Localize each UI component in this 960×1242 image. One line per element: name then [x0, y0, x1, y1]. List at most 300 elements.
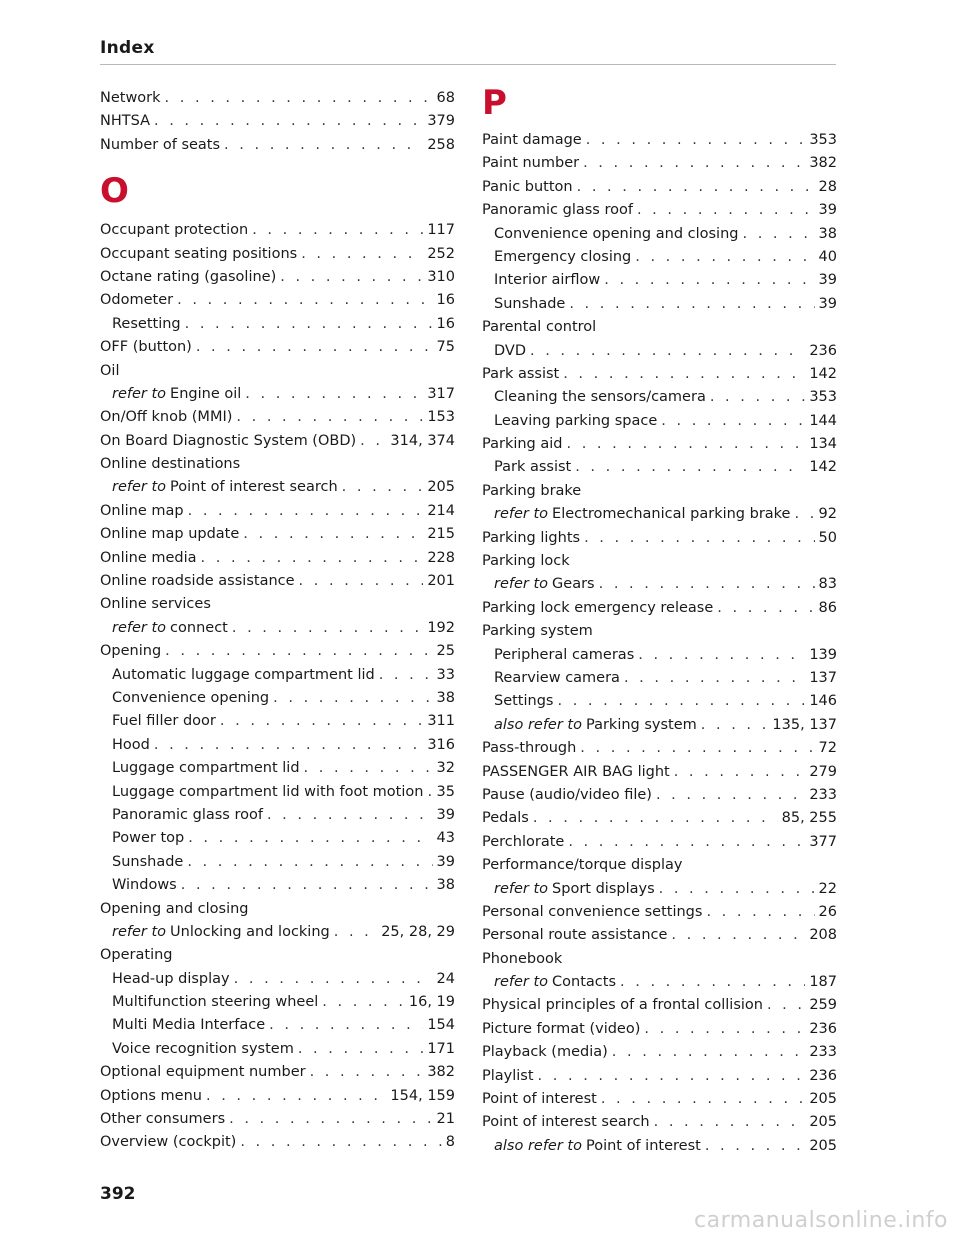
index-entry[interactable]: [482, 572, 837, 595]
index-term: Options menu: [100, 1087, 202, 1104]
index-entry[interactable]: [100, 733, 455, 756]
index-term: On/Off knob (MMI): [100, 409, 233, 426]
page-reference[interactable]: 142: [809, 459, 837, 476]
page-reference[interactable]: 135, 137: [772, 716, 837, 733]
index-entry[interactable]: [482, 1110, 837, 1133]
index-entry: [100, 359, 455, 382]
index-term: Voice recognition system: [112, 1040, 294, 1057]
dot-leader: [659, 877, 815, 901]
page-reference[interactable]: 314, 374: [390, 432, 455, 449]
page-reference[interactable]: 153: [427, 409, 455, 426]
index-entry[interactable]: [100, 920, 455, 943]
dot-leader: [165, 86, 433, 110]
dot-leader: [620, 970, 805, 994]
page-reference[interactable]: 144: [809, 412, 837, 429]
page-reference[interactable]: 38: [436, 689, 455, 706]
page-reference[interactable]: 236: [809, 342, 837, 359]
dot-leader: [154, 109, 423, 133]
page-reference[interactable]: 236: [809, 1067, 837, 1084]
page-reference[interactable]: 68: [436, 90, 455, 106]
index-entry[interactable]: [100, 850, 455, 873]
dot-leader: [577, 175, 815, 199]
index-entry[interactable]: [482, 175, 837, 198]
page-reference[interactable]: 187: [809, 974, 837, 991]
index-entry[interactable]: [482, 783, 837, 806]
dot-leader: [557, 689, 805, 713]
watermark: carmanualsonline.info: [694, 1208, 948, 1233]
page-reference[interactable]: 252: [427, 245, 455, 262]
dot-leader: [181, 873, 433, 897]
page-reference[interactable]: 33: [436, 666, 455, 683]
page-reference[interactable]: 201: [427, 573, 455, 590]
page-reference[interactable]: 26: [818, 903, 837, 920]
index-term: Paint number: [482, 155, 580, 172]
page-reference[interactable]: 205: [809, 1137, 837, 1154]
dot-leader: [360, 429, 386, 453]
page-reference[interactable]: 22: [818, 880, 837, 897]
index-term: Paint damage: [482, 132, 582, 148]
index-term: Point of interest search: [482, 1114, 650, 1131]
index-term: Playlist: [482, 1067, 534, 1084]
dot-leader: [710, 385, 805, 409]
index-term: Parking aid: [482, 436, 563, 453]
index-term: Multifunction steering wheel: [112, 994, 319, 1011]
index-entry[interactable]: [482, 502, 837, 525]
page-reference[interactable]: 233: [809, 786, 837, 803]
index-entry[interactable]: [100, 475, 455, 498]
index-term: Rearview camera: [494, 669, 620, 686]
page-reference[interactable]: 353: [809, 132, 837, 148]
index-entry[interactable]: [482, 760, 837, 783]
index-entry[interactable]: [482, 432, 837, 455]
index-term: Online roadside assistance: [100, 573, 295, 590]
index-entry[interactable]: [482, 362, 837, 385]
index-entry[interactable]: [100, 616, 455, 639]
index-term: Odometer: [100, 292, 174, 309]
page-reference[interactable]: 40: [818, 248, 837, 265]
index-entry[interactable]: [482, 385, 837, 408]
dot-leader: [280, 265, 423, 289]
index-term: Panoramic glass roof: [482, 202, 633, 219]
page-reference[interactable]: 25: [436, 643, 455, 660]
page-reference[interactable]: 316: [427, 736, 455, 753]
dot-leader: [224, 133, 423, 157]
dot-leader: [304, 756, 433, 780]
page-reference[interactable]: 154: [427, 1017, 455, 1034]
index-term: Interior airflow: [494, 272, 601, 289]
index-term: Sunshade: [112, 853, 184, 870]
dot-leader: [624, 666, 805, 690]
index-term: Electromechanical parking brake: [552, 506, 791, 523]
dot-leader: [706, 900, 814, 924]
page-reference[interactable]: 236: [809, 1020, 837, 1037]
index-term: Opening and closing: [100, 900, 249, 917]
index-entry[interactable]: [100, 546, 455, 569]
cross-reference-label: refer to: [112, 923, 167, 940]
page-reference[interactable]: 83: [818, 576, 837, 593]
index-term: Occupant protection: [100, 222, 249, 239]
index-term: Opening: [100, 643, 162, 660]
page-reference[interactable]: 214: [427, 502, 455, 519]
index-entry[interactable]: [100, 242, 455, 265]
page-reference[interactable]: 16: [436, 292, 455, 309]
index-entry: [100, 943, 455, 966]
index-entry[interactable]: [482, 409, 837, 432]
page-reference[interactable]: 311: [427, 713, 455, 730]
index-entry[interactable]: [100, 873, 455, 896]
index-entry[interactable]: [100, 569, 455, 592]
page-reference[interactable]: 192: [427, 619, 455, 636]
page-number: 392: [100, 1184, 136, 1204]
index-term: DVD: [494, 342, 526, 359]
index-term: Parental control: [482, 319, 597, 336]
dot-leader: [586, 128, 806, 152]
dot-leader: [742, 222, 814, 246]
index-term: Cleaning the sensors/camera: [494, 389, 706, 406]
index-entry[interactable]: [482, 877, 837, 900]
index-entry[interactable]: [100, 990, 455, 1013]
index-term: Parking lock: [482, 553, 570, 570]
page-reference[interactable]: 8: [445, 1134, 455, 1151]
index-term: Multi Media Interface: [112, 1017, 266, 1034]
index-entry[interactable]: [482, 830, 837, 853]
index-entry[interactable]: [482, 198, 837, 221]
index-term: Hood: [112, 736, 150, 753]
index-term: NHTSA: [100, 113, 150, 130]
index-term: Network: [100, 90, 161, 106]
index-entry[interactable]: [482, 151, 837, 174]
index-entry[interactable]: [100, 133, 455, 156]
dot-leader: [584, 526, 814, 550]
index-term: Octane rating (gasoline): [100, 268, 277, 285]
index-entry[interactable]: [100, 1013, 455, 1036]
dot-leader: [232, 616, 423, 640]
dot-leader: [671, 923, 805, 947]
cross-reference-label: also refer to: [494, 1137, 582, 1154]
index-term: Perchlorate: [482, 833, 565, 850]
cross-reference-label: refer to: [494, 576, 549, 593]
index-term: Number of seats: [100, 136, 221, 153]
page-reference[interactable]: 208: [809, 927, 837, 944]
dot-leader: [563, 362, 805, 386]
index-term: Contacts: [552, 974, 617, 991]
page-reference[interactable]: 38: [436, 877, 455, 894]
page-reference[interactable]: 379: [427, 113, 455, 130]
page-reference[interactable]: 75: [436, 339, 455, 356]
dot-leader: [188, 499, 424, 523]
dot-leader: [604, 268, 814, 292]
index-entry[interactable]: [482, 1017, 837, 1040]
dot-leader: [717, 596, 814, 620]
index-entry[interactable]: [482, 222, 837, 245]
index-entry[interactable]: [482, 900, 837, 923]
index-entry[interactable]: [482, 245, 837, 268]
page-reference[interactable]: 205: [427, 479, 455, 496]
page-reference[interactable]: 86: [818, 599, 837, 616]
page-reference[interactable]: 382: [427, 1064, 455, 1081]
page-reference[interactable]: 50: [818, 529, 837, 546]
index-entry[interactable]: [100, 967, 455, 990]
index-entry[interactable]: [482, 128, 837, 151]
index-term: Point of interest search: [170, 479, 338, 496]
page-reference[interactable]: 139: [809, 646, 837, 663]
index-entry[interactable]: [100, 1037, 455, 1060]
index-entry[interactable]: [482, 970, 837, 993]
index-term: OFF (button): [100, 339, 192, 356]
index-entry[interactable]: [482, 923, 837, 946]
index-entry[interactable]: [100, 522, 455, 545]
index-term: Online services: [100, 596, 211, 613]
index-entry[interactable]: [482, 1040, 837, 1063]
dot-leader: [674, 760, 806, 784]
index-term: Online map: [100, 502, 184, 519]
index-term: Pause (audio/video file): [482, 786, 652, 803]
index-entry[interactable]: [100, 265, 455, 288]
index-entry[interactable]: [100, 1084, 455, 1107]
page-reference[interactable]: 353: [809, 389, 837, 406]
index-term: Pass-through: [482, 740, 577, 757]
index-entry[interactable]: [100, 429, 455, 452]
cross-reference-label: refer to: [112, 619, 167, 636]
index-entry[interactable]: [482, 1064, 837, 1087]
index-entry[interactable]: [100, 86, 455, 109]
index-entry[interactable]: [100, 382, 455, 405]
section-letter: P: [482, 83, 507, 123]
dot-leader: [568, 830, 805, 854]
page-reference[interactable]: 142: [809, 365, 837, 382]
index-entry[interactable]: [482, 268, 837, 291]
index-entry[interactable]: [482, 643, 837, 666]
dot-leader: [187, 850, 432, 874]
dot-leader: [538, 1064, 806, 1088]
index-entry[interactable]: [100, 803, 455, 826]
page-reference[interactable]: 32: [436, 760, 455, 777]
dot-leader: [705, 1134, 806, 1158]
page-reference[interactable]: 310: [427, 268, 455, 285]
page-reference[interactable]: 72: [818, 740, 837, 757]
index-term: Online map update: [100, 526, 240, 543]
index-entry[interactable]: [482, 736, 837, 759]
index-entry[interactable]: [100, 405, 455, 428]
index-term: Oil: [100, 362, 120, 379]
dot-leader: [637, 198, 815, 222]
dot-leader: [269, 1013, 423, 1037]
index-term: Power top: [112, 830, 185, 847]
index-entry[interactable]: [482, 993, 837, 1016]
index-entry[interactable]: [100, 312, 455, 335]
index-entry: [482, 315, 837, 338]
dot-leader: [635, 245, 814, 269]
index-term: Point of interest: [585, 1137, 701, 1154]
index-term: Park assist: [494, 459, 572, 476]
dot-leader: [656, 783, 805, 807]
page-reference[interactable]: 39: [818, 202, 837, 219]
cross-reference-label: refer to: [494, 506, 549, 523]
page-reference[interactable]: 16: [436, 315, 455, 332]
index-term: Panic button: [482, 178, 573, 195]
dot-leader: [654, 1110, 806, 1134]
page-reference[interactable]: 85, 255: [781, 810, 837, 827]
index-term: Occupant seating positions: [100, 245, 298, 262]
header-divider: [100, 64, 836, 65]
dot-leader: [154, 733, 423, 757]
dot-leader: [575, 455, 805, 479]
page-reference[interactable]: 24: [436, 970, 455, 987]
page-reference[interactable]: 25, 28, 29: [381, 923, 455, 940]
dot-leader: [580, 736, 814, 760]
index-term: connect: [170, 619, 228, 636]
dot-leader: [229, 1107, 432, 1131]
index-entry[interactable]: [100, 709, 455, 732]
page-reference[interactable]: 279: [809, 763, 837, 780]
index-entry[interactable]: [100, 663, 455, 686]
dot-leader: [245, 382, 423, 406]
index-entry[interactable]: [482, 339, 837, 362]
index-term: Park assist: [482, 365, 560, 382]
page-reference[interactable]: 259: [809, 997, 837, 1014]
index-entry[interactable]: [482, 689, 837, 712]
index-entry[interactable]: [482, 526, 837, 549]
index-entry[interactable]: [100, 499, 455, 522]
page-reference[interactable]: 377: [809, 833, 837, 850]
dot-leader: [379, 663, 433, 687]
index-entry[interactable]: [100, 826, 455, 849]
index-entry[interactable]: [100, 686, 455, 709]
page-reference[interactable]: 39: [818, 272, 837, 289]
index-entry[interactable]: [482, 1087, 837, 1110]
page-reference[interactable]: 382: [809, 155, 837, 172]
cross-reference-label: refer to: [494, 974, 549, 991]
cross-reference-label: also refer to: [494, 716, 582, 733]
dot-leader: [767, 993, 805, 1017]
index-term: Sunshade: [494, 295, 566, 312]
page-reference[interactable]: 39: [436, 806, 455, 823]
dot-leader: [334, 920, 377, 944]
dot-leader: [601, 1087, 805, 1111]
page-reference[interactable]: 38: [818, 225, 837, 242]
index-column-right: [482, 83, 837, 1157]
dot-leader: [234, 967, 433, 991]
page-reference[interactable]: 258: [427, 136, 455, 153]
index-term: Unlocking and locking: [170, 923, 330, 940]
index-entry[interactable]: [100, 335, 455, 358]
index-entry[interactable]: [482, 713, 837, 736]
dot-leader: [240, 1130, 441, 1154]
dot-leader: [661, 409, 805, 433]
page-reference[interactable]: 205: [809, 1091, 837, 1108]
index-term: Personal route assistance: [482, 927, 668, 944]
index-entry[interactable]: [482, 666, 837, 689]
index-entry[interactable]: [100, 288, 455, 311]
dot-leader: [299, 569, 424, 593]
index-column-left: [100, 86, 455, 1154]
dot-leader: [273, 686, 432, 710]
dot-leader: [427, 780, 432, 804]
page-reference[interactable]: 28: [818, 178, 837, 195]
page-reference[interactable]: 215: [427, 526, 455, 543]
index-entry[interactable]: [100, 756, 455, 779]
index-term: Physical principles of a frontal collision: [482, 997, 763, 1014]
index-term: On Board Diagnostic System (OBD): [100, 432, 357, 449]
index-term: Gears: [552, 576, 595, 593]
page-reference[interactable]: 39: [436, 853, 455, 870]
page-reference[interactable]: 171: [427, 1040, 455, 1057]
dot-leader: [196, 335, 433, 359]
index-entry[interactable]: [100, 780, 455, 803]
dot-leader: [177, 288, 432, 312]
dot-leader: [188, 826, 432, 850]
dot-leader: [252, 218, 423, 242]
index-entry[interactable]: [482, 806, 837, 829]
page-reference[interactable]: 39: [818, 295, 837, 312]
page-reference[interactable]: 16, 19: [408, 994, 455, 1011]
index-term: Operating: [100, 947, 173, 964]
dot-leader: [301, 242, 423, 266]
index-term: PASSENGER AIR BAG light: [482, 763, 670, 780]
index-term: Luggage compartment lid: [112, 760, 300, 777]
index-entry[interactable]: [482, 292, 837, 315]
page-reference[interactable]: 117: [427, 222, 455, 239]
index-entry[interactable]: [100, 1060, 455, 1083]
dot-leader: [530, 339, 805, 363]
index-term: Picture format (video): [482, 1020, 641, 1037]
index-entry: [100, 592, 455, 615]
index-term: Sport displays: [552, 880, 655, 897]
dot-leader: [638, 643, 805, 667]
page-reference[interactable]: 228: [427, 549, 455, 566]
dot-leader: [644, 1017, 805, 1041]
index-term: Point of interest: [482, 1091, 597, 1108]
index-entry[interactable]: [482, 1134, 837, 1157]
dot-leader: [267, 803, 433, 827]
index-entry[interactable]: [482, 455, 837, 478]
index-term: Panoramic glass roof: [112, 806, 263, 823]
index-term: Convenience opening and closing: [494, 225, 739, 242]
dot-leader: [612, 1040, 806, 1064]
cross-reference-label: refer to: [494, 880, 549, 897]
index-term: Parking system: [585, 716, 697, 733]
index-term: Optional equipment number: [100, 1064, 306, 1081]
page-reference[interactable]: 205: [809, 1114, 837, 1131]
page-reference[interactable]: 35: [436, 783, 455, 800]
index-term: Head-up display: [112, 970, 230, 987]
page-reference[interactable]: 137: [809, 669, 837, 686]
index-term: Performance/torque display: [482, 857, 683, 874]
index-entry[interactable]: [100, 109, 455, 132]
index-term: Overview (cockpit): [100, 1134, 237, 1151]
dot-leader: [298, 1037, 423, 1061]
index-term: Convenience opening: [112, 689, 270, 706]
cross-reference-label: refer to: [112, 479, 167, 496]
index-term: Parking lock emergency release: [482, 599, 714, 616]
page-reference[interactable]: 43: [436, 830, 455, 847]
page-reference[interactable]: 154, 159: [390, 1087, 455, 1104]
index-term: Pedals: [482, 810, 529, 827]
index-entry: [482, 549, 837, 572]
page-reference[interactable]: 146: [809, 693, 837, 710]
page-reference[interactable]: 21: [436, 1111, 455, 1128]
page-reference[interactable]: 317: [427, 385, 455, 402]
index-entry[interactable]: [100, 218, 455, 241]
page-reference[interactable]: 233: [809, 1044, 837, 1061]
page-reference[interactable]: 134: [809, 436, 837, 453]
index-entry[interactable]: [100, 1130, 455, 1153]
index-entry[interactable]: [100, 639, 455, 662]
index-entry: [100, 452, 455, 475]
index-entry[interactable]: [100, 1107, 455, 1130]
index-entry[interactable]: [482, 596, 837, 619]
page-reference[interactable]: 92: [818, 506, 837, 523]
